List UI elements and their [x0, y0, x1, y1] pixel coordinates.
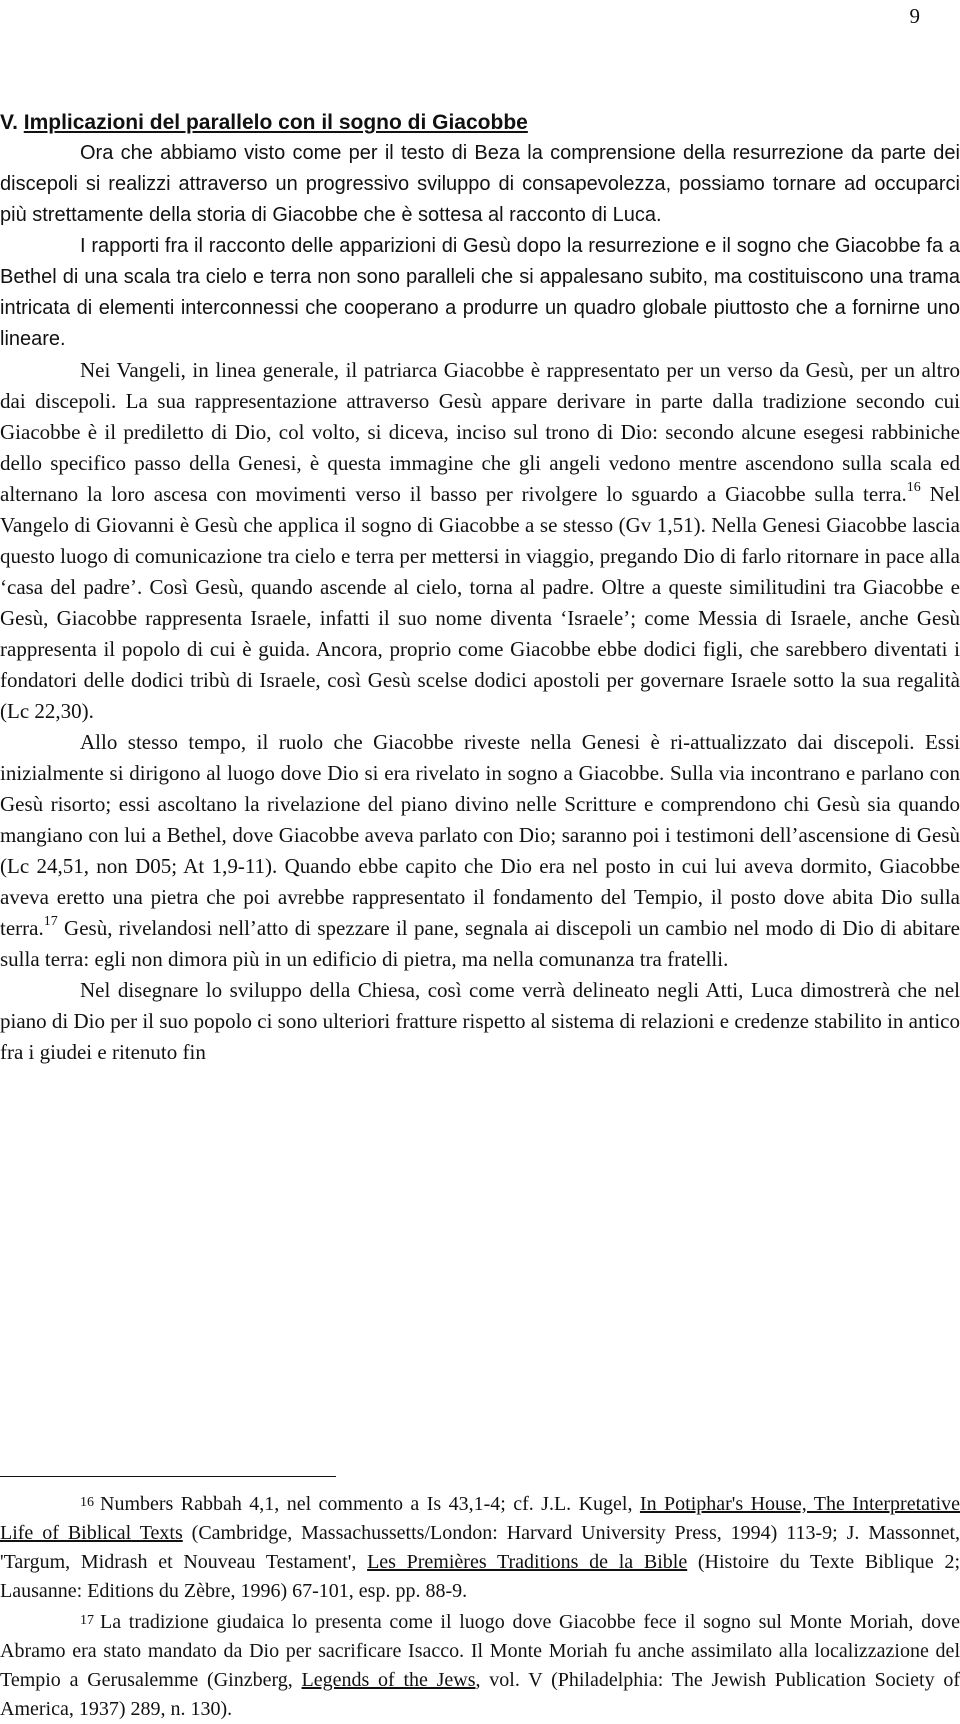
footnote-16 — [0, 1488, 960, 1606]
section-title: Implicazioni del parallelo con il sogno di Giacobbe — [23, 111, 528, 134]
footnote-text: (Histoire du Texte Biblique 2; Lausanne: Editions du Zèbre, 1996) 67-101, esp. pp. 88-9. — [0, 1551, 960, 1602]
page-number: 9 — [909, 4, 920, 28]
paragraph-5: Nel disegnare lo sviluppo della Chiesa, così come verrà delineato negli Atti, Luca dimostrerà che nel piano di Dio per il suo popolo ci sono ulteriori fratture rispetto al sistema di relazioni e credenze stabilito in antico fra i giudei e ritenuto fin — [0, 978, 960, 1064]
footnote-17 — [0, 1606, 960, 1724]
footnote-text: (Cambridge, Massachussetts/London: Harvard University Press, 1994) 113-9; J. Massonnet, 'Targum, Midrash et Nouveau Testament', — [0, 1522, 960, 1573]
footnote-ref-17[interactable]: 17 — [43, 914, 58, 929]
footnote-text: La tradizione giudaica lo presenta come il luogo dove Giacobbe fece il sogno sul Monte Moriah, dove Abramo era stato mandato da Dio per sacrificare Isacco. Il Monte Moriah fu anche assimilato alla localizzazione del Tempio a Gerusalemme (Ginzberg, — [0, 1611, 960, 1691]
main-text — [0, 108, 960, 1068]
footnote-cited-title: Les Premières Traditions de la Bible — [367, 1551, 688, 1573]
footnote-ref-16[interactable]: 16 — [906, 480, 921, 495]
section-numeral: V. — [0, 111, 24, 134]
section-heading — [0, 108, 960, 138]
paragraph-1: Ora che abbiamo visto come per il testo di Beza la comprensione della resurrezione da parte dei discepoli si realizzi attraverso un progressivo sviluppo di consapevolezza, possiamo tornare ad occuparci più strettamente della storia di Giacobbe che è sottesa al racconto di Luca. — [0, 142, 960, 226]
footnotes — [0, 1488, 960, 1724]
paragraph-3 — [0, 355, 960, 727]
paragraph-2: I rapporti fra il racconto delle apparizioni di Gesù dopo la resurrezione e il sogno che Giacobbe fa a Bethel di una scala tra cielo e terra non sono paralleli che si appalesano subito, ma costituiscono una trama intricata di elementi interconnessi che cooperano a produrre un quadro globale piuttosto che a fornirne uno lineare. — [0, 235, 960, 350]
footnote-number: 17 — [80, 1613, 94, 1628]
footnote-number: 16 — [80, 1495, 94, 1510]
footnote-cited-title: Legends of the Jews — [301, 1669, 476, 1691]
paragraph-3-text-a: Nei Vangeli, in linea generale, il patriarca Giacobbe è rappresentato per un verso da Gesù, per un altro dai discepoli. La sua rappresentazione attraverso Gesù appare derivare in parte dalla tradizione secondo cui Giacobbe è il prediletto di Dio, col volto, si diceva, inciso sul trono di Dio: secondo alcune esegesi rabbiniche dello specifico passo della Genesi, è questa immagine che gli angeli vedono mentre ascendono sulla scala ed alternano la loro ascesa con movimenti verso il basso per rivolgere lo sguardo a Giacobbe sulla terra. — [0, 358, 960, 506]
paragraph-4 — [0, 727, 960, 975]
footnote-text: , vol. V (Philadelphia: The Jewish Publication Society of America, 1937) 289, n. 130). — [0, 1669, 960, 1720]
paragraph-4-text-b: Gesù, rivelandosi nell’atto di spezzare il pane, segnala ai discepoli un cambio nel modo di Dio di abitare sulla terra: egli non dimora più in un edificio di pietra, ma nella comunanza tra fratelli. — [0, 916, 960, 971]
paragraph-3-text-b: Nel Vangelo di Giovanni è Gesù che applica il sogno di Giacobbe a se stesso (Gv 1,51). Nella Genesi Giacobbe lascia questo luogo di comunicazione tra cielo e terra per mettersi in viaggio, pregando Dio di farlo ritornare in pace alla ‘casa del padre’. Così Gesù, quando ascende al cielo, torna al padre. Oltre a queste similitudini tra Giacobbe e Gesù, Giacobbe rappresenta Israele, infatti il suo nome diventa ‘Israele’; come Messia di Israele, anche Gesù rappresenta il popolo di cui è guida. Ancora, proprio come Giacobbe ebbe dodici figli, che sarebbero diventati i fondatori delle dodici tribù di Israele, così Gesù scelse dodici apostoli per governare Israele sotto la sua regalità (Lc 22,30). — [0, 482, 960, 723]
footnote-cited-title: In Potiphar's House, The Interpretative Life of Biblical Texts — [0, 1493, 960, 1544]
paragraph-4-text-a: Allo stesso tempo, il ruolo che Giacobbe riveste nella Genesi è ri-attualizzato dai discepoli. Essi inizialmente si dirigono al luogo dove Dio si era rivelato in sogno a Giacobbe. Sulla via incontrano e parlano con Gesù risorto; essi ascoltano la rivelazione del piano divino nelle Scritture e comprendono chi Gesù sia quando mangiano con lui a Bethel, dove Giacobbe aveva parlato con Dio; saranno poi i testimoni dell’ascensione di Gesù (Lc 24,51, non D05; At 1,9-11). Quando ebbe capito che Dio era nel posto in cui lui aveva dormito, Giacobbe aveva eretto una pietra che poi avrebbe rappresentato il fondamento del Tempio, il posto dove abita Dio sulla terra. — [0, 730, 960, 940]
footnote-text: Numbers Rabbah 4,1, nel commento a Is 43,1-4; cf. J.L. Kugel, — [100, 1493, 640, 1515]
footnote-separator — [0, 1476, 336, 1477]
